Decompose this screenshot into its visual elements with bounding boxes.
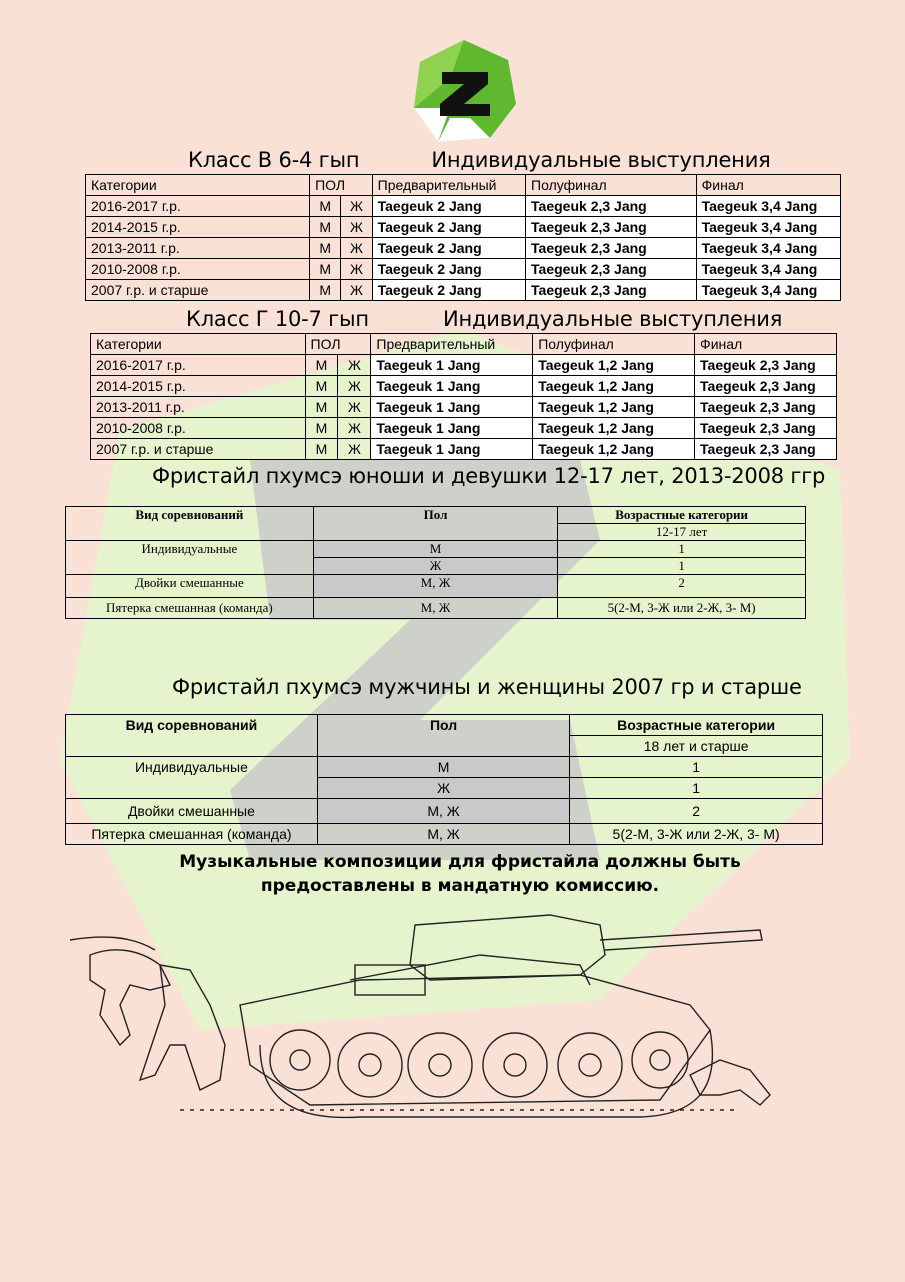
- freestyle-youth-title: Фристайл пхумсэ юноши и девушки 12-17 лет, 2013-2008 ггр: [152, 464, 826, 488]
- final-cell: Taegeuk 3,4 Jang: [696, 217, 840, 238]
- team-sex-cell: М, Ж: [317, 824, 569, 845]
- sex-m-cell: М: [310, 259, 341, 280]
- final-cell: Taegeuk 3,4 Jang: [696, 196, 840, 217]
- section-b-table: [85, 174, 841, 301]
- preliminary-cell: Taegeuk 2 Jang: [372, 196, 525, 217]
- preliminary-cell: Taegeuk 2 Jang: [372, 217, 525, 238]
- category-cell: 2014-2015 г.р.: [91, 376, 306, 397]
- section-g-subtitle: Индивидуальные выступления: [442, 307, 783, 331]
- category-cell: 2016-2017 г.р.: [91, 355, 306, 376]
- preliminary-cell: Taegeuk 2 Jang: [372, 259, 525, 280]
- table-row: [86, 238, 841, 259]
- category-cell: 2013-2011 г.р.: [91, 397, 306, 418]
- table-row: [91, 376, 837, 397]
- sex-f-cell: Ж: [338, 376, 371, 397]
- semifinal-cell: Taegeuk 2,3 Jang: [526, 259, 697, 280]
- header-category: Категории: [86, 175, 310, 196]
- header-preliminary: Предварительный: [371, 334, 533, 355]
- sex-f-cell: Ж: [341, 280, 372, 301]
- category-cell: 2016-2017 г.р.: [86, 196, 310, 217]
- tank-illustration-icon: [60, 895, 780, 1135]
- pairs-cell: Двойки смешанные: [66, 799, 318, 824]
- section-g-heading: [186, 307, 782, 331]
- table-row: [91, 397, 837, 418]
- header-semifinal: Полуфинал: [526, 175, 697, 196]
- team-cell: Пятерка смешанная (команда): [66, 598, 314, 619]
- count-f-cell: 1: [558, 558, 806, 575]
- sex-m-cell: М: [305, 376, 338, 397]
- sex-m-cell: М: [310, 238, 341, 259]
- semifinal-cell: Taegeuk 1,2 Jang: [533, 439, 695, 460]
- section-b-heading: [188, 148, 771, 172]
- sex-f-cell: Ж: [338, 418, 371, 439]
- final-cell: Taegeuk 3,4 Jang: [696, 238, 840, 259]
- preliminary-cell: Taegeuk 2 Jang: [372, 238, 525, 259]
- sex-f-cell: Ж: [313, 558, 557, 575]
- pairs-cell: Двойки смешанные: [66, 575, 314, 598]
- final-cell: Taegeuk 2,3 Jang: [695, 355, 837, 376]
- pairs-sex-cell: М, Ж: [317, 799, 569, 824]
- header-sex: ПОЛ: [310, 175, 373, 196]
- header-competition-type: Вид соревнований: [66, 715, 318, 757]
- sex-m-cell: М: [310, 217, 341, 238]
- semifinal-cell: Taegeuk 2,3 Jang: [526, 238, 697, 259]
- age-group-cell: 12-17 лет: [558, 524, 806, 541]
- music-note: Музыкальные композиции для фристайла должны быть предоставлены в мандатную комиссию.: [179, 852, 741, 896]
- category-cell: 2010-2008 г.р.: [91, 418, 306, 439]
- sex-f-cell: Ж: [341, 259, 372, 280]
- individual-cell: Индивидуальные: [66, 757, 318, 799]
- semifinal-cell: Taegeuk 1,2 Jang: [533, 418, 695, 439]
- preliminary-cell: Taegeuk 1 Jang: [371, 376, 533, 397]
- table-row: [91, 355, 837, 376]
- final-cell: Taegeuk 2,3 Jang: [695, 376, 837, 397]
- pairs-sex-cell: М, Ж: [313, 575, 557, 598]
- table-row: [91, 418, 837, 439]
- final-cell: Taegeuk 2,3 Jang: [695, 418, 837, 439]
- semifinal-cell: Taegeuk 1,2 Jang: [533, 397, 695, 418]
- age-group-cell: 18 лет и старше: [570, 736, 823, 757]
- category-cell: 2007 г.р. и старше: [91, 439, 306, 460]
- sex-f-cell: Ж: [317, 778, 569, 799]
- header-category: Категории: [91, 334, 306, 355]
- sex-m-cell: М: [305, 355, 338, 376]
- semifinal-cell: Taegeuk 2,3 Jang: [526, 280, 697, 301]
- semifinal-cell: Taegeuk 2,3 Jang: [526, 217, 697, 238]
- sex-f-cell: Ж: [338, 355, 371, 376]
- final-cell: Taegeuk 3,4 Jang: [696, 280, 840, 301]
- sex-m-cell: М: [310, 280, 341, 301]
- category-cell: 2007 г.р. и старше: [86, 280, 310, 301]
- preliminary-cell: Taegeuk 1 Jang: [371, 439, 533, 460]
- count-f-cell: 1: [570, 778, 823, 799]
- sex-m-cell: М: [305, 418, 338, 439]
- preliminary-cell: Taegeuk 1 Jang: [371, 418, 533, 439]
- preliminary-cell: Taegeuk 1 Jang: [371, 355, 533, 376]
- section-b-subtitle: Индивидуальные выступления: [431, 148, 771, 172]
- final-cell: Taegeuk 2,3 Jang: [695, 397, 837, 418]
- header-sex: ПОЛ: [305, 334, 371, 355]
- table-row: [86, 196, 841, 217]
- sex-f-cell: Ж: [338, 439, 371, 460]
- header-sex: Пол: [313, 507, 557, 541]
- team-count-cell: 5(2-М, 3-Ж или 2-Ж, 3- М): [570, 824, 823, 845]
- semifinal-cell: Taegeuk 1,2 Jang: [533, 355, 695, 376]
- table-row: [86, 217, 841, 238]
- table-row: [86, 259, 841, 280]
- pairs-count-cell: 2: [558, 575, 806, 598]
- freestyle-adult-title: Фристайл пхумсэ мужчины и женщины 2007 гр и старше: [172, 675, 802, 699]
- table-row: [86, 280, 841, 301]
- semifinal-cell: Taegeuk 2,3 Jang: [526, 196, 697, 217]
- team-sex-cell: М, Ж: [313, 598, 557, 619]
- table-header-row: [91, 334, 837, 355]
- section-g-table: [90, 333, 837, 460]
- semifinal-cell: Taegeuk 1,2 Jang: [533, 376, 695, 397]
- header-sex: Пол: [317, 715, 569, 757]
- sex-f-cell: Ж: [338, 397, 371, 418]
- header-final: Финал: [695, 334, 837, 355]
- z-hexagon-logo-icon: [410, 38, 518, 146]
- individual-cell: Индивидуальные: [66, 541, 314, 575]
- header-semifinal: Полуфинал: [533, 334, 695, 355]
- final-cell: Taegeuk 3,4 Jang: [696, 259, 840, 280]
- table-header-row: [86, 175, 841, 196]
- header-competition-type: Вид соревнований: [66, 507, 314, 541]
- team-count-cell: 5(2-М, 3-Ж или 2-Ж, 3- М): [558, 598, 806, 619]
- section-b-title: Класс В 6-4 гып: [188, 148, 360, 172]
- count-m-cell: 1: [570, 757, 823, 778]
- header-final: Финал: [696, 175, 840, 196]
- section-g-title: Класс Г 10-7 гып: [186, 307, 369, 331]
- sex-m-cell: М: [305, 397, 338, 418]
- pairs-count-cell: 2: [570, 799, 823, 824]
- header-age-categories: Возрастные категории: [570, 715, 823, 736]
- table-row: [91, 439, 837, 460]
- count-m-cell: 1: [558, 541, 806, 558]
- category-cell: 2014-2015 г.р.: [86, 217, 310, 238]
- freestyle-youth-table: [65, 506, 806, 619]
- sex-f-cell: Ж: [341, 238, 372, 259]
- sex-m-cell: М: [305, 439, 338, 460]
- category-cell: 2010-2008 г.р.: [86, 259, 310, 280]
- sex-f-cell: Ж: [341, 217, 372, 238]
- sex-m-cell: М: [310, 196, 341, 217]
- preliminary-cell: Taegeuk 1 Jang: [371, 397, 533, 418]
- header-preliminary: Предварительный: [372, 175, 525, 196]
- freestyle-adult-table: [65, 714, 823, 845]
- category-cell: 2013-2011 г.р.: [86, 238, 310, 259]
- sex-f-cell: Ж: [341, 196, 372, 217]
- final-cell: Taegeuk 2,3 Jang: [695, 439, 837, 460]
- header-age-categories: Возрастные категории: [558, 507, 806, 524]
- sex-m-cell: М: [317, 757, 569, 778]
- team-cell: Пятерка смешанная (команда): [66, 824, 318, 845]
- preliminary-cell: Taegeuk 2 Jang: [372, 280, 525, 301]
- sex-m-cell: М: [313, 541, 557, 558]
